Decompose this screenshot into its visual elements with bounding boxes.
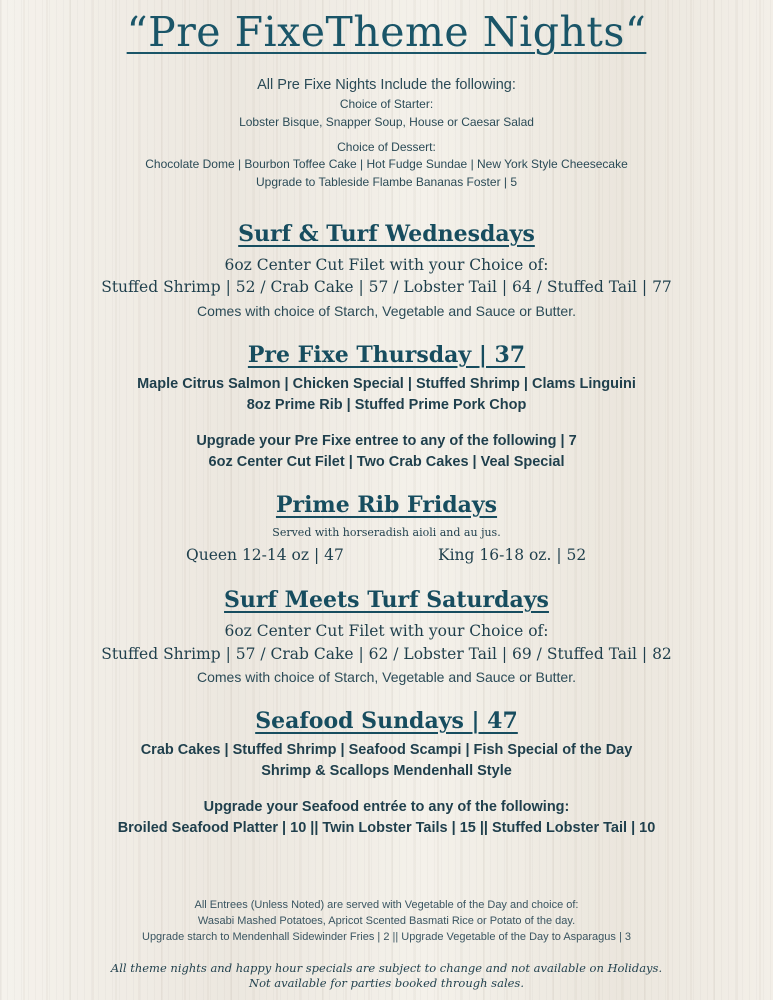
footer-note-1: All Entrees (Unless Noted) are served with Vegetable of the Day and choice of: bbox=[194, 899, 579, 911]
thursday-line-1: Maple Citrus Salmon | Chicken Special | Stuffed Shrimp | Clams Linguini bbox=[137, 376, 636, 392]
sunday-line-2: Shrimp & Scallops Mendenhall Style bbox=[261, 763, 512, 779]
starter-label: Choice of Starter: bbox=[339, 97, 434, 111]
sunday-title: Seafood Sundays | 47 bbox=[255, 708, 518, 734]
sunday-line-3: Upgrade your Seafood entrée to any of the following: bbox=[203, 799, 570, 815]
page-title: “Pre FixeTheme Nights“ bbox=[126, 8, 647, 56]
saturday-line-1: 6oz Center Cut Filet with your Choice of: bbox=[224, 622, 549, 640]
saturday-title: Surf Meets Turf Saturdays bbox=[224, 587, 549, 613]
footer-note-2: Wasabi Mashed Potatoes, Apricot Scented Basmati Rice or Potato of the day. bbox=[197, 915, 576, 927]
dessert-items: Chocolate Dome | Bourbon Toffee Cake | Hot Fudge Sundae | New York Style Cheesecake bbox=[145, 157, 628, 171]
thursday-title: Pre Fixe Thursday | 37 bbox=[247, 342, 526, 368]
footer-disclaimer-2: Not available for parties booked through sales. bbox=[249, 976, 524, 990]
thursday-line-3: Upgrade your Pre Fixe entree to any of the following | 7 bbox=[196, 433, 577, 449]
starter-items: Lobster Bisque, Snapper Soup, House or Caesar Salad bbox=[239, 115, 534, 129]
friday-subtitle: Served with horseradish aioli and au jus. bbox=[272, 526, 501, 539]
saturday-line-3: Comes with choice of Starch, Vegetable and Sauce or Butter. bbox=[197, 669, 576, 685]
footer-disclaimer-1: All theme nights and happy hour specials are subject to change and not available on Holidays. bbox=[110, 961, 663, 975]
saturday-line-2: Stuffed Shrimp | 57 / Crab Cake | 62 / Lobster Tail | 69 / Stuffed Tail | 82 bbox=[101, 645, 672, 663]
wednesday-title: Surf & Turf Wednesdays bbox=[238, 221, 535, 247]
wednesday-line-3: Comes with choice of Starch, Vegetable and Sauce or Butter. bbox=[197, 303, 576, 319]
dessert-label: Choice of Dessert: bbox=[337, 140, 436, 154]
sunday-line-1: Crab Cakes | Stuffed Shrimp | Seafood Scampi | Fish Special of the Day bbox=[140, 742, 633, 758]
thursday-line-2: 8oz Prime Rib | Stuffed Prime Pork Chop bbox=[246, 397, 527, 413]
intro-heading: All Pre Fixe Nights Include the following: bbox=[257, 77, 516, 93]
footer-note-3: Upgrade starch to Mendenhall Sidewinder Fries | 2 || Upgrade Vegetable of the Day to Asparagus | 3 bbox=[142, 931, 631, 943]
friday-title: Prime Rib Fridays bbox=[275, 492, 498, 518]
wednesday-line-2: Stuffed Shrimp | 52 / Crab Cake | 57 / Lobster Tail | 64 / Stuffed Tail | 77 bbox=[101, 278, 672, 296]
thursday-line-4: 6oz Center Cut Filet | Two Crab Cakes | Veal Special bbox=[208, 454, 565, 470]
sunday-line-4: Broiled Seafood Platter | 10 || Twin Lobster Tails | 15 || Stuffed Lobster Tail | 10 bbox=[117, 820, 656, 836]
wednesday-line-1: 6oz Center Cut Filet with your Choice of: bbox=[224, 256, 549, 274]
king-cut: King 16-18 oz. | 52 bbox=[438, 546, 587, 564]
dessert-upgrade: Upgrade to Tableside Flambe Bananas Foster | 5 bbox=[255, 175, 518, 189]
queen-cut: Queen 12-14 oz | 47 bbox=[186, 546, 344, 564]
